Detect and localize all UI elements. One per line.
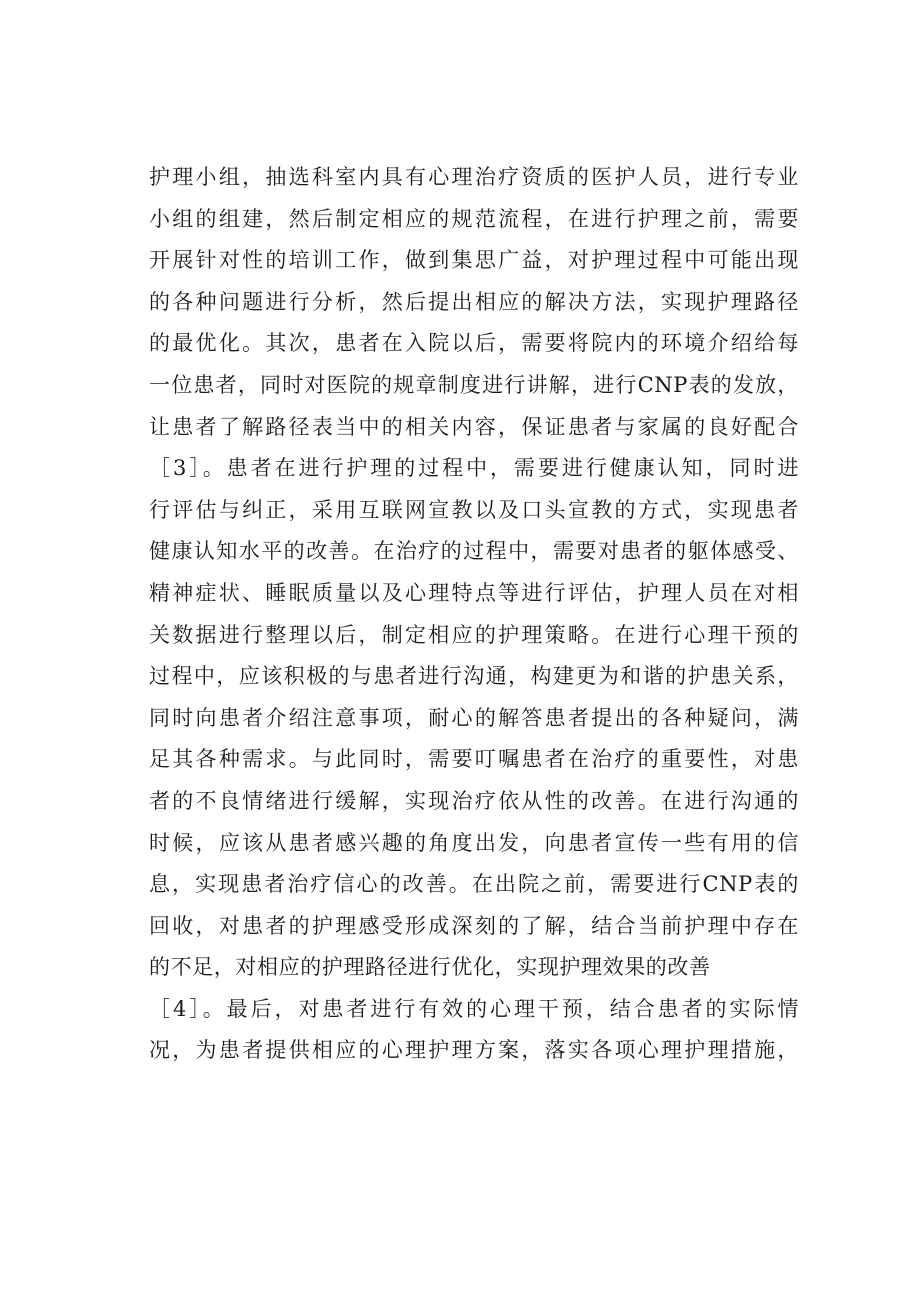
text-line-19: 回收，对患者的护理感受形成深刻的了解，结合当前护理中存在 bbox=[149, 913, 799, 938]
text-line-8: ［3］。患者在进行护理的过程中，需要进行健康认知，同时进 bbox=[149, 456, 799, 481]
text-line-5: 的最优化。其次，患者在入院以后，需要将院内的环境介绍给每 bbox=[149, 331, 799, 356]
text-line-1: 护理小组，抽选科室内具有心理治疗资质的医护人员，进行专业 bbox=[149, 165, 799, 189]
text-line-13: 过程中，应该积极的与患者进行沟通，构建更为和谐的护患关系， bbox=[149, 664, 799, 689]
text-line-11: 精神症状、睡眠质量以及心理特点等进行评估，护理人员在对相 bbox=[149, 580, 799, 605]
text-line-18: 息，实现患者治疗信心的改善。在出院之前，需要进行CNP表的 bbox=[149, 872, 799, 897]
text-line-12: 关数据进行整理以后，制定相应的护理策略。在进行心理干预的 bbox=[149, 622, 799, 647]
text-line-17: 时候，应该从患者感兴趣的角度出发，向患者宣传一些有用的信 bbox=[149, 830, 799, 855]
text-line-16: 者的不良情绪进行缓解，实现治疗依从性的改善。在进行沟通的 bbox=[149, 788, 799, 813]
text-line-9: 行评估与纠正，采用互联网宣教以及口头宣教的方式，实现患者 bbox=[149, 497, 799, 522]
text-line-4: 的各种问题进行分析，然后提出相应的解决方法，实现护理路径 bbox=[149, 289, 799, 314]
text-line-2: 小组的组建，然后制定相应的规范流程，在进行护理之前，需要 bbox=[149, 206, 799, 231]
text-line-6: 一位患者，同时对医院的规章制度进行讲解，进行CNP表的发放， bbox=[149, 372, 799, 397]
text-line-22: 况，为患者提供相应的心理护理方案，落实各项心理护理措施， bbox=[149, 1038, 799, 1063]
text-line-7: 让患者了解路径表当中的相关内容，保证患者与家属的良好配合 bbox=[149, 414, 799, 439]
text-line-15: 足其各种需求。与此同时，需要叮嘱患者在治疗的重要性，对患 bbox=[149, 747, 799, 772]
text-line-10: 健康认知水平的改善。在治疗的过程中，需要对患者的躯体感受、 bbox=[149, 539, 799, 564]
body-text bbox=[149, 157, 799, 1072]
text-line-14: 同时向患者介绍注意事项，耐心的解答患者提出的各种疑问，满 bbox=[149, 705, 799, 730]
text-line-20: 的不足，对相应的护理路径进行优化，实现护理效果的改善 bbox=[149, 955, 711, 980]
text-line-21: ［4］。最后，对患者进行有效的心理干预，结合患者的实际情 bbox=[149, 996, 799, 1021]
text-line-3: 开展针对性的培训工作，做到集思广益，对护理过程中可能出现 bbox=[149, 248, 799, 273]
